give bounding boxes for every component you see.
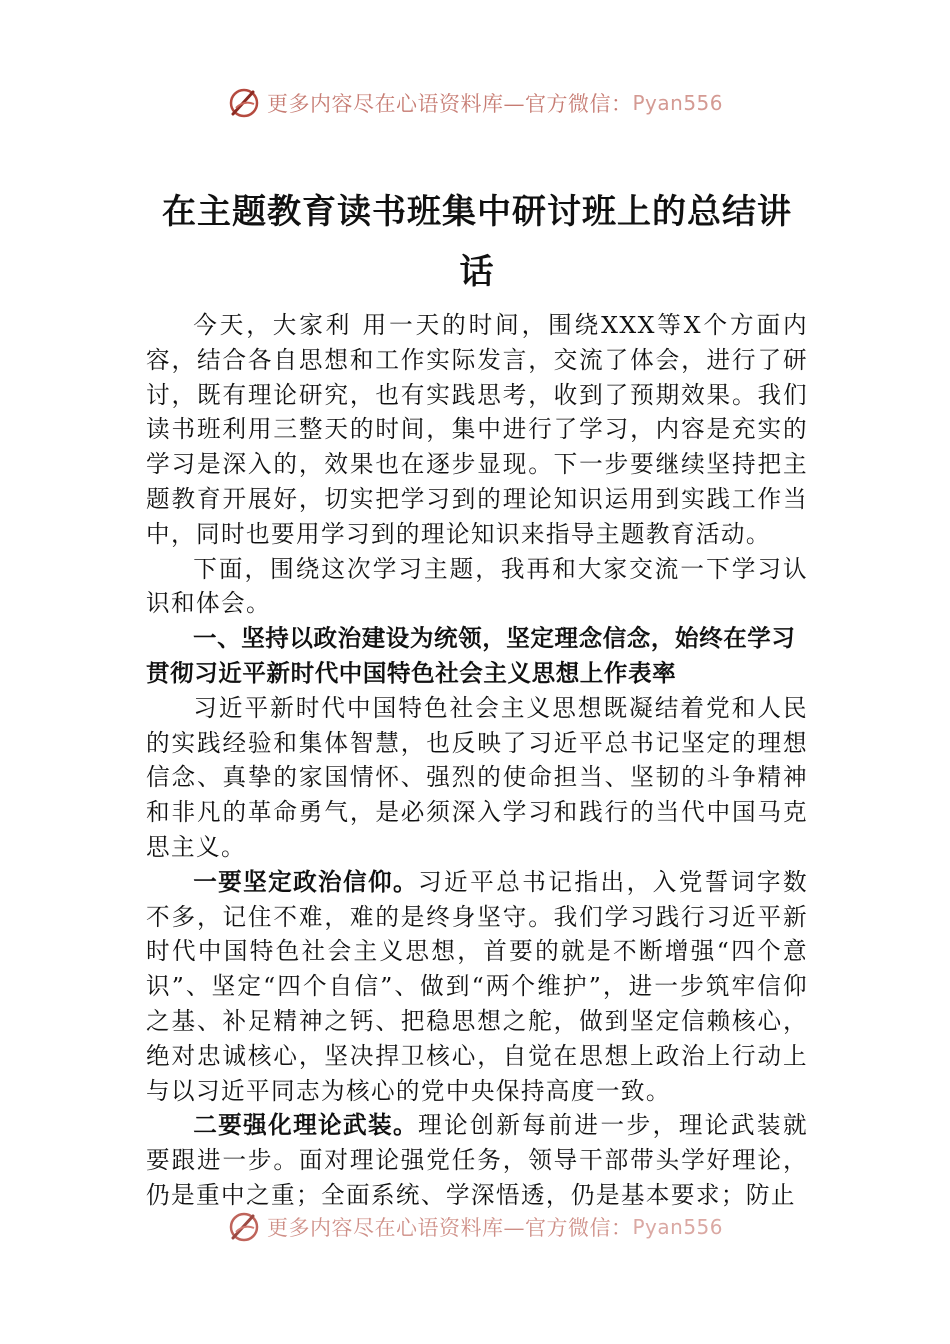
point-2-lead: 二要强化理论武装。 (193, 1111, 418, 1140)
paragraph-point-2 (146, 1108, 808, 1212)
watermark-header (0, 86, 950, 120)
document-title (146, 182, 808, 302)
watermark-wechat-id: Pyan556 (632, 91, 723, 115)
point-1-text: 习近平总书记指出，入党誓词字数不多，记住不难，难的是终身坚守。我们学习践行习近平新时代中国特色社会主义思想，首要的就是不断增强“四个意识”、坚定“四个自信”、做到“两个维护”，进一步筑牢信仰之基、补足精神之钙、把稳思想之舵，做到坚定信赖核心，绝对忠诚核心，坚决捍卫核心，自觉在思想上政治上行动上与以习近平同志为核心的党中央保持高度一致。 (146, 867, 809, 1105)
point-1-lead: 一要坚定政治信仰。 (193, 867, 418, 896)
paragraph-point-1 (146, 865, 808, 1109)
pen-logo-icon (227, 86, 261, 120)
paragraph-transition: 下面，围绕这次学习主题，我再和大家交流一下学习认识和体会。 (146, 554, 808, 618)
watermark-text: 更多内容尽在心语资料库—官方微信： (266, 92, 633, 116)
watermark-text: 更多内容尽在心语资料库—官方微信： (266, 1216, 633, 1240)
pen-logo-icon (227, 1210, 261, 1244)
section-heading-1: 一、坚持以政治建设为统领，坚定理念信念，始终在学习贯彻习近平新时代中国特色社会主义思想上作表率 (146, 624, 796, 687)
document-body (146, 182, 808, 1213)
watermark-footer (0, 1210, 950, 1244)
paragraph-section-1: 习近平新时代中国特色社会主义思想既凝结着党和人民的实践经验和集体智慧，也反映了习近平总书记坚定的理想信念、真挚的家国情怀、强烈的使命担当、坚韧的斗争精神和非凡的革命勇气，是必须深入学习和践行的当代中国马克思主义。 (146, 693, 808, 861)
title-line-2: 话 (459, 252, 495, 292)
watermark-wechat-id: Pyan556 (632, 1215, 723, 1239)
title-line-1: 在主题教育读书班集中研讨班上的总结讲 (162, 192, 792, 232)
point-2-text: 理论创新每前进一步，理论武装就要跟进一步。面对理论强党任务，领导干部带头学好理论，仍是重中之重；全面系统、学深悟透，仍是基本要求；防止 (146, 1111, 809, 1209)
paragraph-intro: 今天，大家利 用一天的时间，围绕XXX等X个方面内容，结合各自思想和工作实际发言，交流了体会，进行了研讨，既有理论研究，也有实践思考，收到了预期效果。我们读书班利用三整天的时间，集中进行了学习，内容是充实的学习是深入的，效果也在逐步显现。下一步要继续坚持把主题教育开展好，切实把学习到的理论知识运用到实践工作当中，同时也要用学习到的理论知识来指导主题教育活动。 (146, 311, 808, 548)
